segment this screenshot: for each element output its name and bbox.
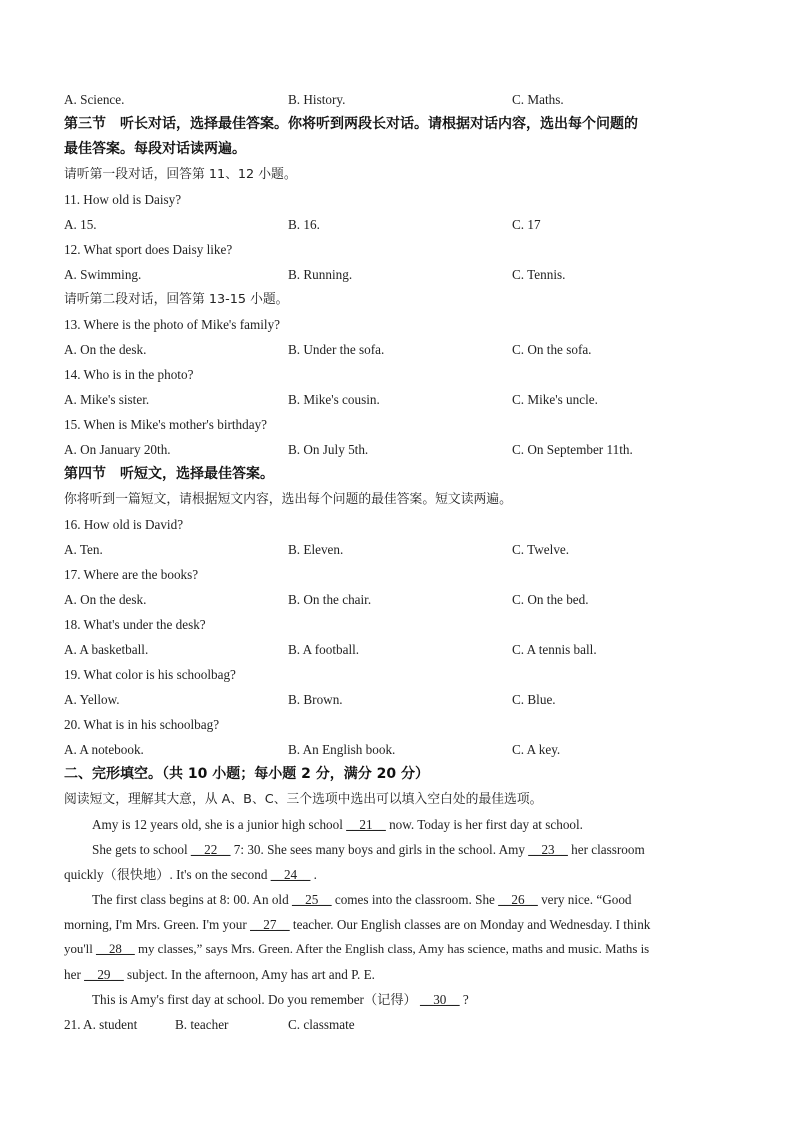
section3-heading-cont: 最佳答案。每段对话读两遍。 (64, 141, 246, 157)
option-c[interactable]: C. A key. (512, 742, 561, 757)
options-row-13 (64, 337, 744, 362)
cloze-paragraph-3-cont (64, 962, 744, 987)
option-a[interactable]: A. Yellow. (64, 692, 120, 707)
passage-text: quickly（很快地）. It's on the second (64, 867, 271, 882)
option-c[interactable]: C. Maths. (512, 92, 564, 107)
passage-text: morning, I'm Mrs. Green. I'm your (64, 917, 251, 932)
passage-text: She gets to school (92, 842, 191, 857)
dialog1-intro: 请听第一段对话，回答第 11、12 小题。 (64, 167, 297, 182)
blank-26[interactable]: __26__ (498, 892, 538, 907)
option-b[interactable]: B. On July 5th. (288, 442, 369, 457)
option-a[interactable]: A. On the desk. (64, 592, 147, 607)
section4-heading: 第四节 听短文，选择最佳答案。 (64, 466, 274, 482)
cloze-paragraph-2-cont (64, 862, 744, 887)
option-c[interactable]: C. On September 11th. (512, 442, 633, 457)
passage-text: now. Today is her first day at school. (385, 817, 583, 832)
options-row-12 (64, 262, 744, 287)
passage-text: my classes,” says Mrs. Green. After the English class, Amy has science, maths and music. Maths is (134, 942, 650, 956)
part2-heading: 二、完形填空。（共 10 小题；每小题 2 分，满分 20 分） (64, 766, 429, 782)
blank-23[interactable]: __23__ (528, 842, 568, 857)
option-a[interactable]: 21. A. student (64, 1017, 138, 1032)
option-a[interactable]: A. On January 20th. (64, 442, 171, 457)
option-b[interactable]: B. A football. (288, 642, 360, 657)
option-b[interactable]: B. An English book. (288, 742, 396, 757)
blank-29[interactable]: __29__ (84, 967, 124, 982)
part2-intro: 阅读短文，理解其大意，从 A、B、C、三个选项中选出可以填入空白处的最佳选项。 (64, 792, 543, 807)
option-b[interactable]: B. History. (288, 92, 346, 107)
question-11: 11. How old is Daisy? (64, 192, 182, 207)
section3-heading: 第三节 听长对话，选择最佳答案。你将听到两段长对话。请根据对话内容，选出每个问题的 (64, 116, 638, 132)
passage-text: . (310, 867, 317, 882)
section4-intro: 你将听到一篇短文，请根据短文内容，选出每个问题的最佳答案。短文读两遍。 (64, 492, 512, 507)
option-a[interactable]: A. A basketball. (64, 642, 149, 657)
question-14: 14. Who is in the photo? (64, 367, 194, 382)
options-row-14 (64, 387, 744, 412)
dialog2-intro: 请听第二段对话，回答第 13-15 小题。 (64, 292, 289, 307)
question-13: 13. Where is the photo of Mike's family? (64, 317, 281, 332)
options-row-18 (64, 637, 744, 662)
question-18: 18. What's under the desk? (64, 617, 206, 632)
cloze-paragraph-3-cont (64, 937, 744, 962)
options-row-20 (64, 737, 744, 762)
option-b[interactable]: B. 16. (288, 217, 320, 232)
passage-text: 7: 30. She sees many boys and girls in the school. Amy (230, 842, 529, 857)
passage-text: her (64, 967, 85, 982)
option-c[interactable]: C. Twelve. (512, 542, 570, 557)
options-row-15 (64, 437, 744, 462)
question-20: 20. What is in his schoolbag? (64, 717, 220, 732)
question-16: 16. How old is David? (64, 517, 184, 532)
cloze-paragraph-3-cont (64, 912, 744, 937)
cloze-paragraph-4 (64, 987, 744, 1012)
question-12: 12. What sport does Daisy like? (64, 242, 233, 257)
question-17: 17. Where are the books? (64, 567, 199, 582)
question-19: 19. What color is his schoolbag? (64, 667, 236, 682)
passage-text: teacher. Our English classes are on Monday and Wednesday. I think (289, 917, 651, 932)
option-b[interactable]: B. teacher (175, 1017, 229, 1032)
cloze-paragraph-1 (64, 812, 744, 837)
passage-text: Amy is 12 years old, she is a junior high school (92, 817, 347, 832)
option-c[interactable]: C. A tennis ball. (512, 642, 597, 657)
cloze-paragraph-3 (64, 887, 744, 912)
blank-27[interactable]: __27__ (250, 917, 290, 932)
passage-text: comes into the classroom. She (331, 892, 499, 907)
exam-page (64, 87, 744, 1037)
option-b[interactable]: B. On the chair. (288, 592, 372, 607)
cloze-paragraph-2 (64, 837, 744, 862)
question-15: 15. When is Mike's mother's birthday? (64, 417, 268, 432)
option-b[interactable]: B. Under the sofa. (288, 342, 385, 357)
option-a[interactable]: A. Mike's sister. (64, 392, 150, 407)
passage-text: subject. In the afternoon, Amy has art and P. E. (123, 967, 375, 982)
blank-22[interactable]: __22__ (190, 842, 231, 857)
passage-text: ? (459, 992, 469, 1007)
option-c[interactable]: C. 17 (512, 217, 541, 232)
option-a[interactable]: A. Swimming. (64, 267, 142, 282)
option-b[interactable]: B. Brown. (288, 692, 343, 707)
option-b[interactable]: B. Eleven. (288, 542, 344, 557)
option-c[interactable]: C. Mike's uncle. (512, 392, 598, 407)
blank-25[interactable]: __25__ (291, 892, 332, 907)
option-a[interactable]: A. On the desk. (64, 342, 147, 357)
blank-30[interactable]: __30__ (420, 992, 460, 1007)
options-row-11 (64, 212, 744, 237)
blank-24[interactable]: __24__ (270, 867, 311, 882)
option-c[interactable]: C. On the sofa. (512, 342, 592, 357)
passage-text: you'll (64, 942, 97, 956)
option-a[interactable]: A. A notebook. (64, 742, 144, 757)
blank-21[interactable]: __21__ (346, 817, 386, 832)
option-c[interactable]: C. Tennis. (512, 267, 566, 282)
option-a[interactable]: A. Science. (64, 92, 125, 107)
option-c[interactable]: C. On the bed. (512, 592, 589, 607)
option-b[interactable]: B. Mike's cousin. (288, 392, 380, 407)
option-a[interactable]: A. Ten. (64, 542, 103, 557)
options-row-10 (64, 87, 744, 112)
passage-text: her classroom (567, 842, 645, 857)
options-row-21 (64, 1012, 744, 1037)
passage-text: very nice. “Good (537, 892, 632, 907)
passage-text: This is Amy's first day at school. Do you remember（记得） (92, 992, 420, 1007)
option-a[interactable]: A. 15. (64, 217, 97, 232)
options-row-19 (64, 687, 744, 712)
blank-28[interactable]: __28__ (96, 942, 135, 956)
option-b[interactable]: B. Running. (288, 267, 353, 282)
options-row-17 (64, 587, 744, 612)
option-c[interactable]: C. classmate (288, 1017, 355, 1032)
options-row-16 (64, 537, 744, 562)
passage-text: The first class begins at 8: 00. An old (92, 892, 292, 907)
option-c[interactable]: C. Blue. (512, 692, 556, 707)
